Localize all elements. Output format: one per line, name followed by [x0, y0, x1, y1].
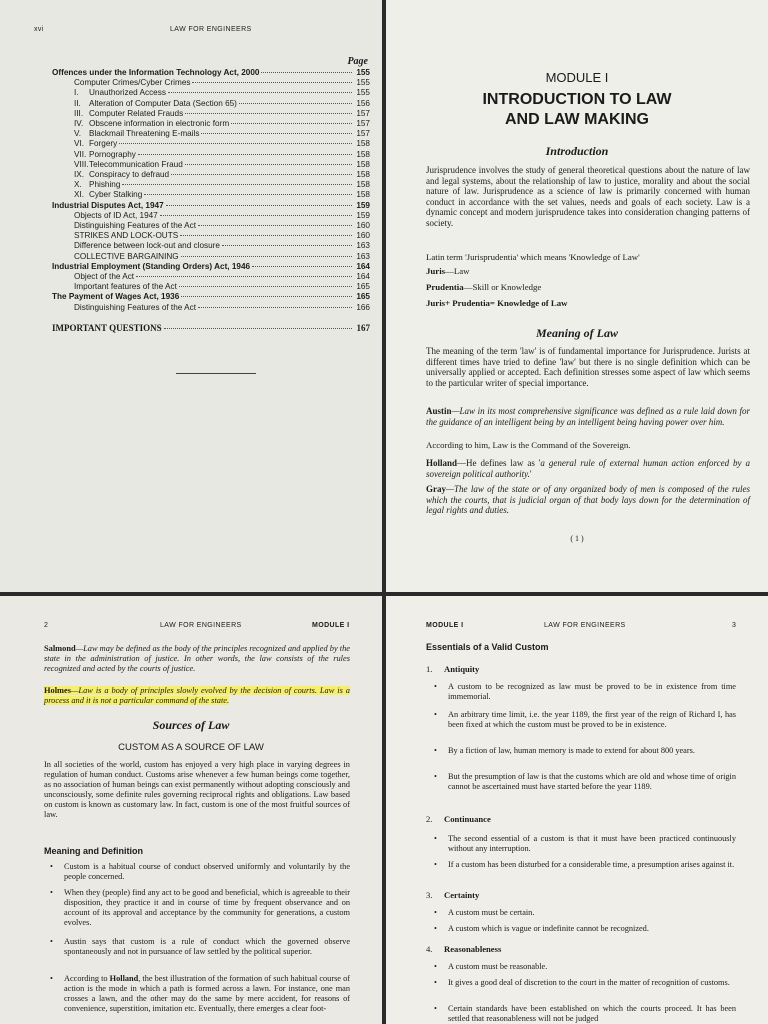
toc-entry	[52, 78, 370, 88]
toc-entry	[52, 99, 370, 109]
module-label: MODULE I	[545, 70, 609, 85]
toc-entry-page: 159	[356, 200, 370, 210]
toc-entry-numeral: XI.	[74, 190, 85, 200]
toc-entry-page: 159	[356, 210, 370, 220]
toc-entry	[52, 303, 370, 313]
toc-entry-text: Blackmail Threatening E-mails	[89, 129, 200, 139]
module-title-line-2: AND LAW MAKING	[505, 111, 649, 128]
toc-entry-title	[74, 252, 179, 262]
essential-1-heading	[426, 664, 479, 674]
toc-page	[0, 0, 382, 592]
toc-entry-title	[52, 262, 250, 272]
continuance-bullet-2: • If a custom has been disturbed for a considerable time, a presumption arises against it.	[448, 860, 736, 870]
reasonableness-bullet-2: • It gives a good deal of discretion to the court in the matter of recognition of customs.	[448, 978, 736, 988]
toc-leader-dots	[160, 215, 352, 216]
essential-3-title: Certainty	[444, 890, 480, 900]
toc-entry-page: 160	[356, 221, 370, 231]
toc-entry-text: Phishing	[89, 180, 121, 190]
custom-bullet-4	[64, 974, 350, 1014]
page-2-running-title: LAW FOR ENGINEERS	[160, 622, 242, 629]
toc-entry	[52, 211, 370, 221]
meaning-of-law-heading: Meaning of Law	[535, 326, 618, 340]
holland-text: a general rule of external human action enforced by a sovereign political authority.	[426, 458, 750, 479]
toc-leader-dots	[252, 266, 352, 267]
essential-2-heading	[426, 814, 491, 824]
toc-entry-page: 155	[356, 78, 370, 88]
toc-running-title: LAW FOR ENGINEERS	[170, 26, 252, 33]
toc-entry-page: 167	[356, 322, 370, 333]
module-title-line-1: INTRODUCTION TO LAW	[482, 91, 672, 108]
toc-leader-dots	[164, 328, 352, 329]
toc-entry-numeral: V.	[74, 129, 81, 139]
toc-leader-dots	[166, 205, 352, 206]
salmond-definition	[44, 644, 350, 674]
toc-entry-text: Distinguishing Features of the Act	[74, 302, 196, 312]
toc-entry	[52, 262, 370, 272]
toc-entry-page: 158	[356, 190, 370, 200]
essential-1-number: 1.	[426, 664, 433, 674]
according-line: According to him, Law is the Command of the Sovereign.	[426, 440, 631, 450]
toc-entry-title	[74, 231, 178, 241]
essential-1-title: Antiquity	[444, 664, 480, 674]
toc-entry-numeral: VII.	[74, 149, 87, 159]
sources-heading: Sources of Law	[152, 718, 230, 732]
toc-leader-dots	[171, 174, 352, 175]
toc-entry-title	[74, 180, 120, 190]
toc-leader-dots	[122, 184, 352, 185]
toc-page-number: xvi	[34, 26, 44, 33]
holland-definition	[426, 458, 750, 479]
toc-entry-text: Computer Related Frauds	[89, 108, 184, 118]
toc-entry-numeral: IX.	[74, 170, 85, 180]
toc-entry-page: 155	[356, 88, 370, 98]
essential-4-heading	[426, 944, 501, 954]
toc-entry-page: 157	[356, 108, 370, 118]
page-2-number: 2	[44, 622, 49, 629]
toc-entry-title	[74, 160, 183, 170]
toc-entry-title	[74, 99, 237, 109]
toc-entry-numeral: VIII.	[74, 159, 89, 169]
toc-leader-dots	[239, 103, 352, 104]
antiquity-bullet-4: • But the presumption of law is that the customs which are old and whose time of origin cannot be ascertained must have started before the year 1189.	[448, 772, 736, 792]
toc-entry-page: 165	[356, 282, 370, 292]
toc-leader-dots	[144, 194, 352, 195]
toc-entry-page: 158	[356, 139, 370, 149]
toc-entry	[52, 252, 370, 262]
toc-entry-title	[74, 109, 183, 119]
toc-entry-page: 158	[356, 159, 370, 169]
toc-entry-text: Industrial Employment (Standing Orders) Act, 1946	[52, 261, 251, 271]
essential-2-title: Continuance	[444, 814, 491, 824]
toc-entry-text: The Payment of Wages Act, 1936	[52, 292, 180, 302]
toc-entry-title	[74, 139, 117, 149]
toc-leader-dots	[136, 276, 352, 277]
holmes-definition	[44, 686, 350, 706]
toc-entry-text: Object of the Act	[74, 272, 135, 282]
reasonableness-bullet-3: • Certain standards have been established on which the courts proceed. It has been settled that reasonableness will not be judged	[448, 1004, 736, 1024]
austin-name: Austin	[426, 406, 452, 416]
toc-page-column-label: Page	[347, 56, 368, 67]
table-of-contents	[52, 56, 370, 333]
toc-entry-numeral: III.	[74, 108, 84, 118]
latin-term-line: Latin term 'Jurisprudentia' which means 'Knowledge of Law'	[426, 252, 640, 262]
toc-entry-numeral: IV.	[74, 119, 84, 129]
toc-leader-dots	[168, 92, 352, 93]
custom-bullet-3: • Austin says that custom is a rule of conduct which the governed observe spontaneously and not in pursuance of law settled by the political superior.	[64, 937, 350, 957]
toc-leader-dots	[198, 225, 352, 226]
holland-suffix: '	[529, 468, 532, 479]
toc-entry-page: 155	[356, 68, 370, 77]
toc-entry	[52, 109, 370, 119]
toc-entry-title	[52, 68, 259, 78]
toc-entry	[52, 201, 370, 211]
toc-entry	[52, 282, 370, 292]
toc-entry-numeral: II.	[74, 98, 81, 108]
introduction-heading: Introduction	[545, 144, 609, 158]
holmes-name: Holmes	[44, 686, 71, 695]
page-2-module: MODULE I	[312, 622, 350, 629]
toc-entry-text: Obscene information in electronic form	[89, 119, 230, 129]
toc-entry	[52, 119, 370, 129]
toc-entry-numeral: VI.	[74, 139, 85, 149]
gray-text: —The law of the state or of any organized body of men is composed of the rules which the courts, that is judicial organ of that body lays down for the determination of legal rights and duties.	[426, 484, 750, 516]
gray-definition	[426, 484, 750, 516]
toc-entry	[52, 170, 370, 180]
certainty-bullet-1: • A custom must be certain.	[448, 908, 736, 918]
introduction-paragraph: Jurisprudence involves the study of general theoretical questions about the nature of law and legal systems, about the relationship of law to justice, morality and about the social nature of law. Jurisprudence as a science of law is primarily concerned with human conduct in accordance with the set values, needs and goals of each society. Law is a dynamic concept and modern jurisprudence takes into consideration changing patterns of society.	[426, 165, 750, 228]
toc-entry-text: Difference between lock-out and closure	[74, 241, 220, 251]
toc-entry-title	[74, 88, 166, 98]
toc-entry-title	[74, 282, 177, 292]
toc-entry-title	[74, 272, 134, 282]
antiquity-bullet-3: • By a fiction of law, human memory is made to extend for about 800 years.	[448, 746, 736, 756]
toc-entry-text: IMPORTANT QUESTIONS	[52, 322, 162, 333]
toc-leader-dots	[181, 256, 352, 257]
toc-entry	[52, 221, 370, 231]
essential-4-title: Reasonableness	[444, 944, 502, 954]
toc-leader-dots	[138, 154, 352, 155]
toc-entry-numeral: X.	[74, 180, 82, 190]
reasonableness-bullet-1: • A custom must be reasonable.	[448, 962, 736, 972]
toc-entry-text: Pornography	[89, 149, 136, 159]
essential-4-number: 4.	[426, 944, 433, 954]
toc-leader-dots	[231, 123, 352, 124]
toc-entry-text: Cyber Stalking	[89, 190, 143, 200]
toc-entry-title	[74, 129, 199, 139]
juris-definition: —Law	[445, 266, 470, 276]
toc-leader-dots	[185, 164, 352, 165]
toc-entry-text: Forgery	[89, 139, 118, 149]
antiquity-bullet-1: • A custom to be recognized as law must be proved to be in existence from time immemorial.	[448, 682, 736, 702]
page-3-running-title: LAW FOR ENGINEERS	[544, 622, 626, 629]
essentials-heading: Essentials of a Valid Custom	[426, 642, 549, 652]
meaning-paragraph: The meaning of the term 'law' is of fundamental importance for Jurisprudence. Jurists at different times have tried to define 'law' but there is no single definition which can be universally applied or accepted. Each definition stresses some aspect of law which seems to the particular writer of special importance.	[426, 346, 750, 388]
toc-entry-page: 158	[356, 149, 370, 159]
toc-entry-text: Offences under the Information Technology Act, 2000	[52, 68, 260, 77]
toc-entry-title	[52, 323, 162, 333]
toc-leader-dots	[222, 245, 352, 246]
toc-leader-dots	[201, 133, 352, 134]
toc-entry	[52, 180, 370, 190]
holland-bullet-text: , the best illustration of the formation of such habitual course of action is the mode in which a path is formed across a lawn. For instance, one man crosses a lawn, and the other may do the same by mere accident, for reasons of convenience, superstition, imitation etc. Eventually, there emerges a clear foot-	[64, 974, 350, 1013]
custom-bullet-2: • When they (people) find any act to be good and beneficial, which is agreeable to their disposition, they practice it and in course of time by frequent observance and on account of its approval and acceptance by the community for generations, a custom evolves.	[64, 888, 350, 928]
toc-entry-text: Objects of ID Act, 1947	[74, 210, 158, 220]
module-title	[386, 90, 768, 130]
toc-entry-text: Distinguishing Features of the Act	[74, 221, 196, 231]
toc-leader-dots	[180, 235, 352, 236]
toc-entry-page: 163	[356, 241, 370, 251]
toc-entry	[52, 323, 370, 333]
page-3-module: MODULE I	[426, 622, 464, 629]
prudentia-line	[426, 282, 750, 293]
toc-entry	[52, 231, 370, 241]
juris-term: Juris	[426, 266, 446, 276]
toc-entry-page: 164	[356, 272, 370, 282]
toc-leader-dots	[198, 307, 352, 308]
toc-leader-dots	[181, 296, 352, 297]
gray-name: Gray	[426, 484, 446, 494]
meaning-definition-heading: Meaning and Definition	[44, 846, 143, 856]
custom-bullet-1: • Custom is a habitual course of conduct observed uniformly and voluntarily by the people concerned.	[64, 862, 350, 882]
essential-3-number: 3.	[426, 890, 433, 900]
holland-prefix: —He defines law as '	[457, 458, 541, 468]
page-3-number: 3	[732, 622, 737, 629]
page-3	[386, 596, 768, 1024]
toc-leader-dots	[179, 286, 352, 287]
toc-entry	[52, 272, 370, 282]
salmond-name: Salmond	[44, 644, 76, 653]
toc-entry	[52, 68, 370, 78]
toc-entry-text: Alteration of Computer Data (Section 65)	[89, 98, 237, 108]
end-rule	[176, 373, 256, 374]
toc-entry-page: 160	[356, 231, 370, 241]
prudentia-term: Prudentia	[426, 282, 464, 292]
toc-entry-text: Telecommunication Fraud	[89, 159, 183, 169]
toc-entry-page: 158	[356, 170, 370, 180]
custom-paragraph: In all societies of the world, custom has enjoyed a very high place in varying degrees in regulation of human conduct. Customs arise whenever a few human beings come together, as no association of human beings can exist permanently without adopting consciously and unconsciously, some definite rules governing reciprocal rights and obligations. Law based on custom is known as customary law. In fact, custom is one of the most fruitful sources of law.	[44, 760, 350, 819]
toc-entry	[52, 160, 370, 170]
toc-entry-page: 157	[356, 119, 370, 129]
module-page-1	[386, 0, 768, 592]
prudentia-definition: —Skill or Knowledge	[463, 282, 542, 292]
toc-entry-title	[52, 201, 164, 211]
toc-entry	[52, 292, 370, 302]
toc-entry-title	[52, 292, 179, 302]
holland-name: Holland	[426, 458, 458, 468]
toc-entry-page: 165	[356, 292, 370, 302]
toc-entry-text: Computer Crimes/Cyber Crimes	[74, 78, 191, 88]
toc-entry-title	[74, 211, 158, 221]
holmes-text: —Law is a body of principles slowly evolved by the decision of courts. Law is a process and it is not a particular command of the state.	[44, 686, 350, 705]
essential-2-number: 2.	[426, 814, 433, 824]
antiquity-bullet-2: • An arbitrary time limit, i.e. the year 1189, the first year of the reign of Richard I, has been fixed at which the custom must be proved to be in existence.	[448, 710, 736, 730]
toc-entry-title	[74, 221, 196, 231]
toc-entry-page: 164	[356, 261, 370, 271]
toc-entry-title	[74, 303, 196, 313]
toc-entry-numeral: I.	[74, 88, 79, 98]
combined-term-line: Juris+ Prudentia= Knowledge of Law	[426, 298, 568, 308]
toc-entry-page: 166	[356, 302, 370, 312]
toc-entry-text: Conspiracy to defraud	[89, 170, 170, 180]
toc-leader-dots	[261, 72, 352, 73]
page-number-1: ( 1 )	[570, 534, 584, 543]
toc-entry-text: Important features of the Act	[74, 282, 177, 292]
toc-entry	[52, 139, 370, 149]
toc-entry	[52, 88, 370, 98]
juris-line	[426, 266, 750, 277]
toc-entry-title	[74, 150, 136, 160]
toc-entry-text: Unauthorized Access	[89, 88, 166, 98]
salmond-text: —Law may be defined as the body of the principles recognized and applied by the state in the administration of justice. In other words, the law consists of the rules recognized and acted by the courts of justice.	[44, 644, 350, 673]
toc-leader-dots	[192, 82, 352, 83]
toc-entry	[52, 129, 370, 139]
certainty-bullet-2: • A custom which is vague or indefinite cannot be recognized.	[448, 924, 736, 934]
austin-definition	[426, 406, 750, 427]
toc-leader-dots	[119, 143, 352, 144]
toc-entry-page: 158	[356, 180, 370, 190]
toc-entry-text: Industrial Disputes Act, 1947	[52, 200, 164, 210]
toc-entry-title	[74, 241, 220, 251]
toc-entry-title	[74, 78, 190, 88]
toc-entry-text: STRIKES AND LOCK-OUTS	[74, 231, 179, 241]
toc-leader-dots	[185, 113, 352, 114]
essential-3-heading	[426, 890, 479, 900]
toc-entry	[52, 150, 370, 160]
toc-entry-page: 156	[356, 98, 370, 108]
toc-entry-title	[74, 170, 169, 180]
page-2	[0, 596, 382, 1024]
toc-entry-page: 157	[356, 129, 370, 139]
toc-entry-title	[74, 190, 142, 200]
custom-heading: CUSTOM AS A SOURCE OF LAW	[118, 742, 264, 753]
continuance-bullet-1: • The second essential of a custom is that it must have been practiced continuously without any interruption.	[448, 834, 736, 854]
toc-entry-title	[74, 119, 229, 129]
toc-entry-page: 163	[356, 251, 370, 261]
toc-rows	[52, 68, 370, 333]
austin-text: —Law in its most comprehensive significance was defined as a rule laid down for the guidance of an intelligent being by an intelligent being having power over him.	[426, 406, 750, 427]
holland-bullet-name: Holland	[109, 974, 139, 983]
toc-entry	[52, 241, 370, 251]
toc-entry-text: COLLECTIVE BARGAINING	[74, 251, 179, 261]
holland-bullet-prefix: According to	[64, 974, 110, 983]
toc-entry	[52, 190, 370, 200]
